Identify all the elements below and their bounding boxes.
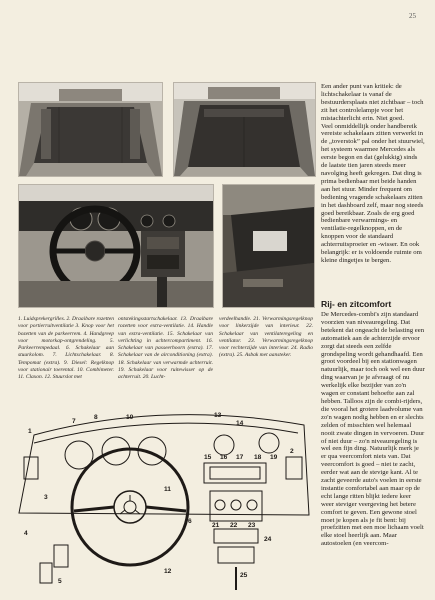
caption-column-1: 1. Luidsprekergrilles. 2. Draaibare rozetten voor portierruitventilatie 3. Knop voor het bozetten van de parkeerrem. 4. Handgreep voor motorkap-ontgrendeling. 5. Parkeerrempedaal. 6. Schakelaar aan stuurkolom. 7. Lichtschakelaar. 8. Tempomat (extra). 9. Diesel: Regelknop voor stationair toerental. 10. Combimeter. 11. Claxon. 12. Stuurslot met xyxy=(18,316,114,381)
callout-label: 14 xyxy=(236,420,244,427)
callout-label: 22 xyxy=(230,522,238,529)
callout-label: 4 xyxy=(24,530,28,537)
photo-console-detail xyxy=(222,184,315,308)
callout-label: 24 xyxy=(264,536,272,543)
callout-label: 1 xyxy=(28,428,32,435)
section-heading: Rij- en zitcomfort xyxy=(321,299,392,309)
page-number: 25 xyxy=(409,12,416,20)
dashboard-diagram xyxy=(14,395,314,590)
callout-label: 16 xyxy=(220,454,228,461)
article-text-top xyxy=(321,83,425,265)
caption-column-2: ontstekingsstartschakelaar. 13. Draaibare rozetten voor extra-ventilatie. 14. Handle van extra-ventilatie. 15. Schakelaar van verlichting in achtercompartiment. 16. Schakelaar van passeerhoorn (extra). 17. Schakelaar van de airconditioning (extra). 18. Schakelaar van verwarmde achterruit. 19. Schakelaar voor ruitewisser op de achterruit. 20. Lucht- xyxy=(118,316,213,381)
callout-label: 6 xyxy=(188,518,192,525)
paragraph: Veel onmiddellijk onder handbereik vereiste schakelaars zitten verwerkt in de „toverstok” pal onder het stuurwiel, het systeem waarmee Mercedes als eerste begon en dat (gelukkig) sinds de laatste tien jaren steeds meer navolging heeft gekregen. Dat ding is prima bedienbaar met beide handen aan het stuur. Minder frequent om bediening vragende schakelaars zitten in het dashboard zelf, maar nog steeds goed bereikbaar. Zoals de erg goed bedienbare verwarmings- en ventilatie-regelknoppen, en de knoppen voor de standaard achterruitsproeier en -wisser. En ook belangrijk: er is voldoende ruimte om kleine dingetjes te bergen. xyxy=(321,122,425,264)
callout-label: 13 xyxy=(214,412,222,419)
callout-label: 18 xyxy=(254,454,262,461)
callout-label: 11 xyxy=(164,486,171,493)
caption-column-3: verdeelhandle. 21. Verwarmingsregelknop voor linkerzijde van interieur. 22. Schakelaar van ventilateregeling en ventilator. 23. Verwarmingsregelknop voor rechterzijde van interieur. 24. Radio (extra). 25. Asbak met aansteker. xyxy=(219,316,313,359)
callout-label: 5 xyxy=(58,578,62,585)
photo-cargo-area xyxy=(18,82,163,177)
callout-label: 3 xyxy=(44,494,48,501)
callout-label: 15 xyxy=(204,454,212,461)
callout-label: 12 xyxy=(164,568,172,575)
paragraph: Een ander punt van kritiek: de lichtschakelaar is vanaf de bestuurdersplaats niet zichtbaar – toch zit het controlelampje voor het mistachterlicht erin. Niet goed. xyxy=(321,83,424,122)
callout-label: 25 xyxy=(240,572,248,579)
callout-label: 7 xyxy=(72,418,76,425)
photo-dashboard xyxy=(18,184,214,308)
callout-label: 23 xyxy=(248,522,256,529)
callout-label: 8 xyxy=(94,414,98,421)
callout-label: 17 xyxy=(236,454,244,461)
callout-label: 19 xyxy=(270,454,278,461)
photo-cargo-folded xyxy=(173,82,316,177)
article-text-bottom xyxy=(321,311,425,548)
callout-label: 2 xyxy=(290,448,294,455)
paragraph: De Mercedes-combi's zijn standaard voorzien van niveauregeling. Dat betekent dat ongeacht de belasting een automatiek aan de achterzijde ervoor zorgt dat steeds een zelfde grondspeling wordt gehandhaafd. Een groot voordeel bij een stationwagen natuurlijk, maar toch ook wel een duur ding waarvan je je afvraagt of nu werkelijk elke bezijder van zo'n wagen er constant behoefte aan zal hebben. Talloos zijn de combi-rijders, die vooral het grotere laadvolume van zo'n wagen nodig hebben en er slechts zelden of misschien wel helemaal nooit zwate dingen in vervoeren. Duur of niet duur – zo'n niveauregeling is wel een fijn ding. Natuurlijk merk je er qua veercomfort niets van. Dat veercomfort is goed – niet te zacht, eerder wat aan de stevige kant. Al te zacht geveerde auto's voelen in eerste instantie comfortabel aan maar op de echt lange ritten blijkt iedere keer weer steviger veergeving het betere comfort te geven. Een gewone stoel moet je kopen als je fit bent: bij proefzitten met een moe lichaam voelt elke stoel heerlijk aan. Maar autostoelen (en veercom- xyxy=(321,311,425,548)
callout-label: 21 xyxy=(212,522,220,529)
callout-label: 10 xyxy=(126,414,134,421)
